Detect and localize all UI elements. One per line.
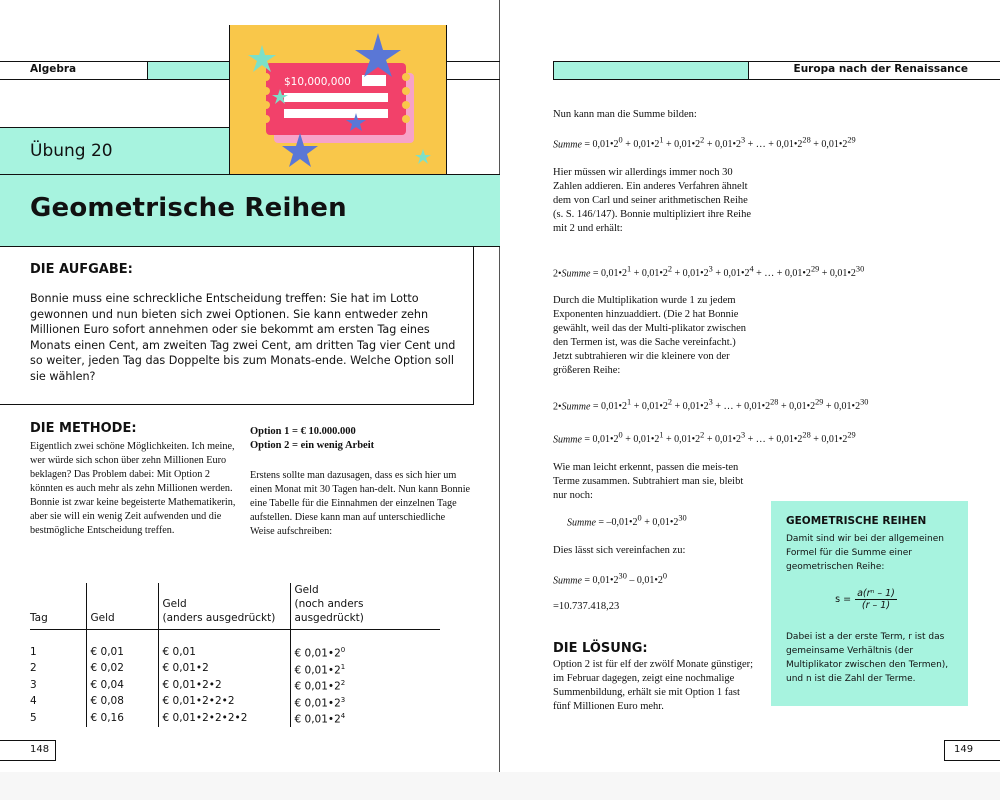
formula-simplified: Summe = $0,01•2^{30}$ – $0,01•2^0$ bbox=[553, 572, 668, 587]
money-table bbox=[30, 583, 440, 727]
table-row: 4 € 0,08 € 0,01•2•2•2 € $0,01•2^3$ bbox=[30, 694, 440, 711]
method-text-2: Erstens sollte man dazusagen, dass es sich hier um einen Monat mit 30 Tagen han-delt. Nun kann Bonnie eine Tabelle für die Einnahmen der einzelnen Tage aufstellen. Diese kann man auf unterschiedliche Weise aufschreiben: bbox=[250, 470, 471, 537]
page-bottom-edge bbox=[0, 772, 1000, 800]
solution-text: Option 2 ist für elf der zwölf Monate günstiger; im Februar dagegen, zeigt eine nochmalige Summenbildung, erhält sie mit Option 1 fast fünf Millionen Euro mehr. bbox=[553, 659, 754, 712]
paragraph: Hier müssen wir allerdings immer noch 30 Zahlen addieren. Ein anderes Verfahren ähnelt dem von Carl und seiner arithmetischen Reihe (s. S. 146/147). Bonnie multipliziert ihre Reihe mit 2 und erhält: bbox=[553, 167, 752, 234]
table-row: 5 € 0,16 € 0,01•2•2•2•2 € $0,01•2^4$ bbox=[30, 710, 440, 727]
paragraph: Dies lässt sich vereinfachen zu: bbox=[553, 545, 686, 556]
result-value: =10.737.418,23 bbox=[553, 601, 620, 612]
left-running-header: Algebra bbox=[30, 63, 77, 75]
right-running-header: Europa nach der Renaissance bbox=[793, 63, 968, 75]
option-1: Option 1 = € 10.000.000 bbox=[250, 426, 356, 437]
right-page-number: 149 bbox=[954, 744, 974, 755]
formula-smaller-series: Summe = $0,01•2^0$ + $0,01•2^1$ + $0,01•2^2$ + $0,01•2^3$ + … + $0,01•2^{28}$ + $0,01•2^{29}$ bbox=[553, 431, 856, 446]
method-heading: DIE METHODE: bbox=[30, 421, 137, 436]
formula-remaining: Summe = $-0,01•2^0$ + $0,01•2^{30}$ bbox=[567, 514, 687, 529]
ticket-amount: $10,000,000 bbox=[284, 76, 351, 88]
page-title: Geometrische Reihen bbox=[30, 193, 347, 223]
table-row: 2 € 0,02 € 0,01•2 € $0,01•2^1$ bbox=[30, 661, 440, 678]
left-header-rule bbox=[447, 61, 500, 80]
solution-heading: DIE LÖSUNG: bbox=[553, 641, 648, 656]
geometric-series-formula: s = a(rⁿ – 1) (r – 1) bbox=[835, 588, 895, 611]
book-spine bbox=[499, 0, 500, 772]
formula-sum: Summe = $0,01•2^0$ + $0,01•2^1$ + $0,01•2^2$ + $0,01•2^3$ + … + $0,01•2^{28}$ + $0,01•2^{29}$ bbox=[553, 136, 856, 151]
lottery-ticket-icon bbox=[230, 25, 447, 175]
paragraph: Nun kann man die Summe bilden: bbox=[553, 109, 697, 120]
left-header-accent bbox=[148, 61, 229, 80]
star-icon bbox=[415, 149, 431, 164]
info-box-explanation: Dabei ist a der erste Term, r ist das gemeinsame Verhältnis (der Multiplikator zwischen den Termen), und n ist die Zahl der Terme. bbox=[786, 632, 949, 684]
table-row: 1 € 0,01 € 0,01 € $0,01•2^0$ bbox=[30, 630, 440, 661]
paragraph: Wie man leicht erkennt, passen die meis-ten Terme zusammen. Subtrahiert man sie, bleibt nur noch: bbox=[553, 462, 744, 501]
options-block bbox=[250, 425, 470, 453]
left-page-number: 148 bbox=[30, 744, 50, 755]
exercise-number: Übung 20 bbox=[30, 141, 113, 161]
column-header: Geld (noch anders ausgedrückt) bbox=[290, 583, 440, 630]
table-header-row bbox=[30, 583, 440, 630]
column-header: Geld (anders ausgedrückt) bbox=[158, 583, 290, 630]
column-header: Tag bbox=[30, 583, 86, 630]
option-2: Option 2 = ein wenig Arbeit bbox=[250, 440, 375, 451]
right-header-accent bbox=[553, 61, 749, 80]
task-heading: DIE AUFGABE: bbox=[30, 262, 133, 277]
paragraph: Durch die Multiplikation wurde 1 zu jedem Exponenten hinzuaddiert. (Die 2 hat Bonnie gewählt, weil das der Multi-plikator zwischen den Termen ist, was die Sache vereinfacht.) Jetzt subtrahieren wir die kleinere von der größeren Reihe: bbox=[553, 295, 747, 376]
lottery-ticket-illustration bbox=[229, 25, 447, 175]
formula-larger-series: 2•Summe = $0,01•2^1$ + $0,01•2^2$ + $0,01•2^3$ + … + $0,01•2^{28}$ + $0,01•2^{29}$ + $0,01•2^{30}$ bbox=[553, 398, 869, 413]
column-header: Geld bbox=[86, 583, 158, 630]
method-text: Eigentlich zwei schöne Möglichkeiten. Ich meine, wer würde sich schon über zehn Millionen Euro beklagen? Das Problem dabei: Mit Option 2 könnten es auch mehr als zehn Millionen werden. Bonnie ist zwar keine begeisterte Mathematikerin, aber sie will ein wenig Zeit aufwenden und die bestmögliche Entscheidung treffen. bbox=[30, 441, 236, 536]
info-box-heading: GEOMETRISCHE REIHEN bbox=[786, 515, 927, 527]
table-row: 3 € 0,04 € 0,01•2•2 € $0,01•2^2$ bbox=[30, 677, 440, 694]
formula-double-sum: 2•Summe = $0,01•2^1$ + $0,01•2^2$ + $0,01•2^3$ + $0,01•2^4$ + … + $0,01•2^{29}$ + $0,01•2^{30}$ bbox=[553, 265, 865, 280]
info-box-text: Damit sind wir bei der allgemeinen Formel für die Summe einer geometrischen Reihe: bbox=[786, 534, 944, 572]
task-text: Bonnie muss eine schreckliche Entscheidung treffen: Sie hat im Lotto gewonnen und nun bieten sich zwei Optionen. Sie kann entweder zehn Millionen Euro sofort annehmen oder sie bekommt am ersten Tag eines Monats einen Cent, am zweiten Tag zwei Cent, am dritten Tag vier Cent und so weiter, jeden Tag das Doppelte bis zum Monats-ende. Welche Option soll sie wählen? bbox=[30, 292, 456, 383]
